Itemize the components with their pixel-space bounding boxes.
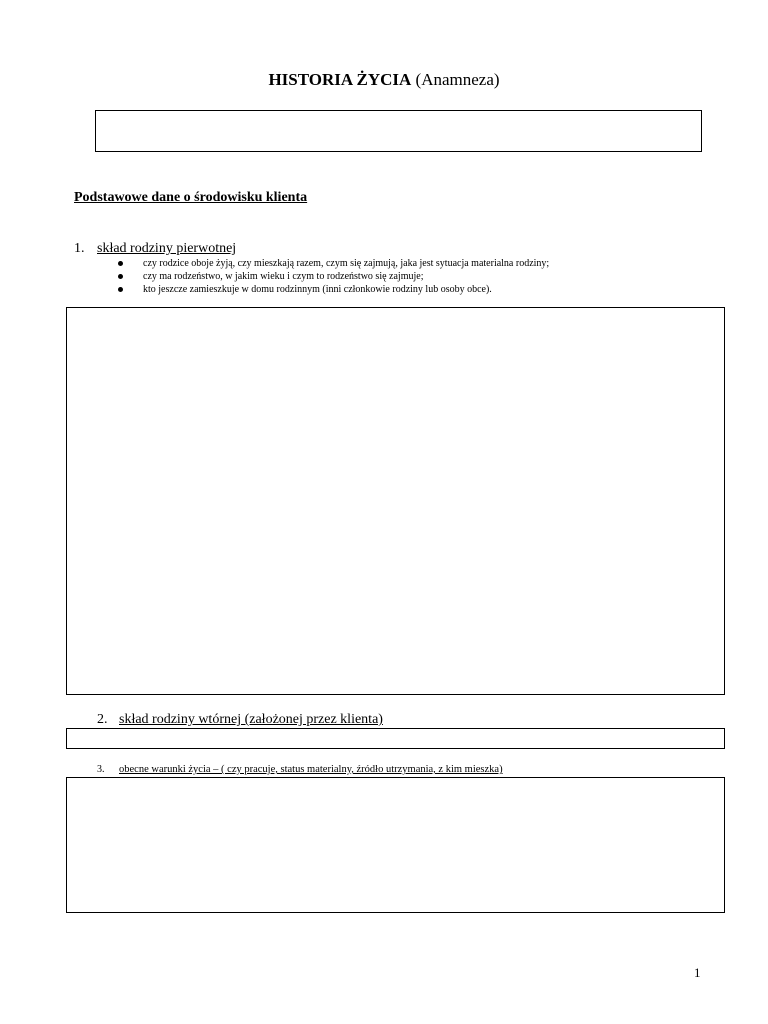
item-2-number: 2. [97,712,108,727]
document-title-main: HISTORIA ŻYCIA [268,70,412,89]
item-2-label: skład rodziny wtórnej (założonej przez klienta) [119,712,383,727]
bullet-item [118,283,549,296]
item-2-answer-box[interactable] [66,728,725,749]
bullet-text: czy rodzice oboje żyją, czy mieszkają razem, czym się zajmują, jaka jest sytuacja materialna rodziny; [143,258,550,269]
item-1-answer-box[interactable] [66,307,725,695]
document-title [0,70,768,90]
item-1-label: skład rodziny pierwotnej [97,241,237,256]
item-1-bullet-list [118,257,549,296]
bullet-icon [118,261,123,266]
section-heading: Podstawowe dane o środowisku klienta [74,190,308,205]
bullet-item [118,270,549,283]
page-number: 1 [694,965,701,980]
bullet-icon [118,287,123,292]
bullet-text: czy ma rodzeństwo, w jakim wieku i czym to rodzeństwo się zajmuje; [143,271,424,282]
item-3-label: obecne warunki życia – ( czy pracuje, status materialny, źródło utrzymania, z kim mieszka) [119,764,503,775]
bullet-text: kto jeszcze zamieszkuje w domu rodzinnym (inni członkowie rodziny lub osoby obce). [143,284,492,295]
item-3-answer-box[interactable] [66,777,725,913]
item-1-number: 1. [74,241,85,256]
item-3-number: 3. [97,764,105,775]
document-title-sub: (Anamneza) [415,70,500,89]
name-field-box[interactable] [95,110,702,152]
bullet-icon [118,274,123,279]
bullet-item [118,257,549,270]
